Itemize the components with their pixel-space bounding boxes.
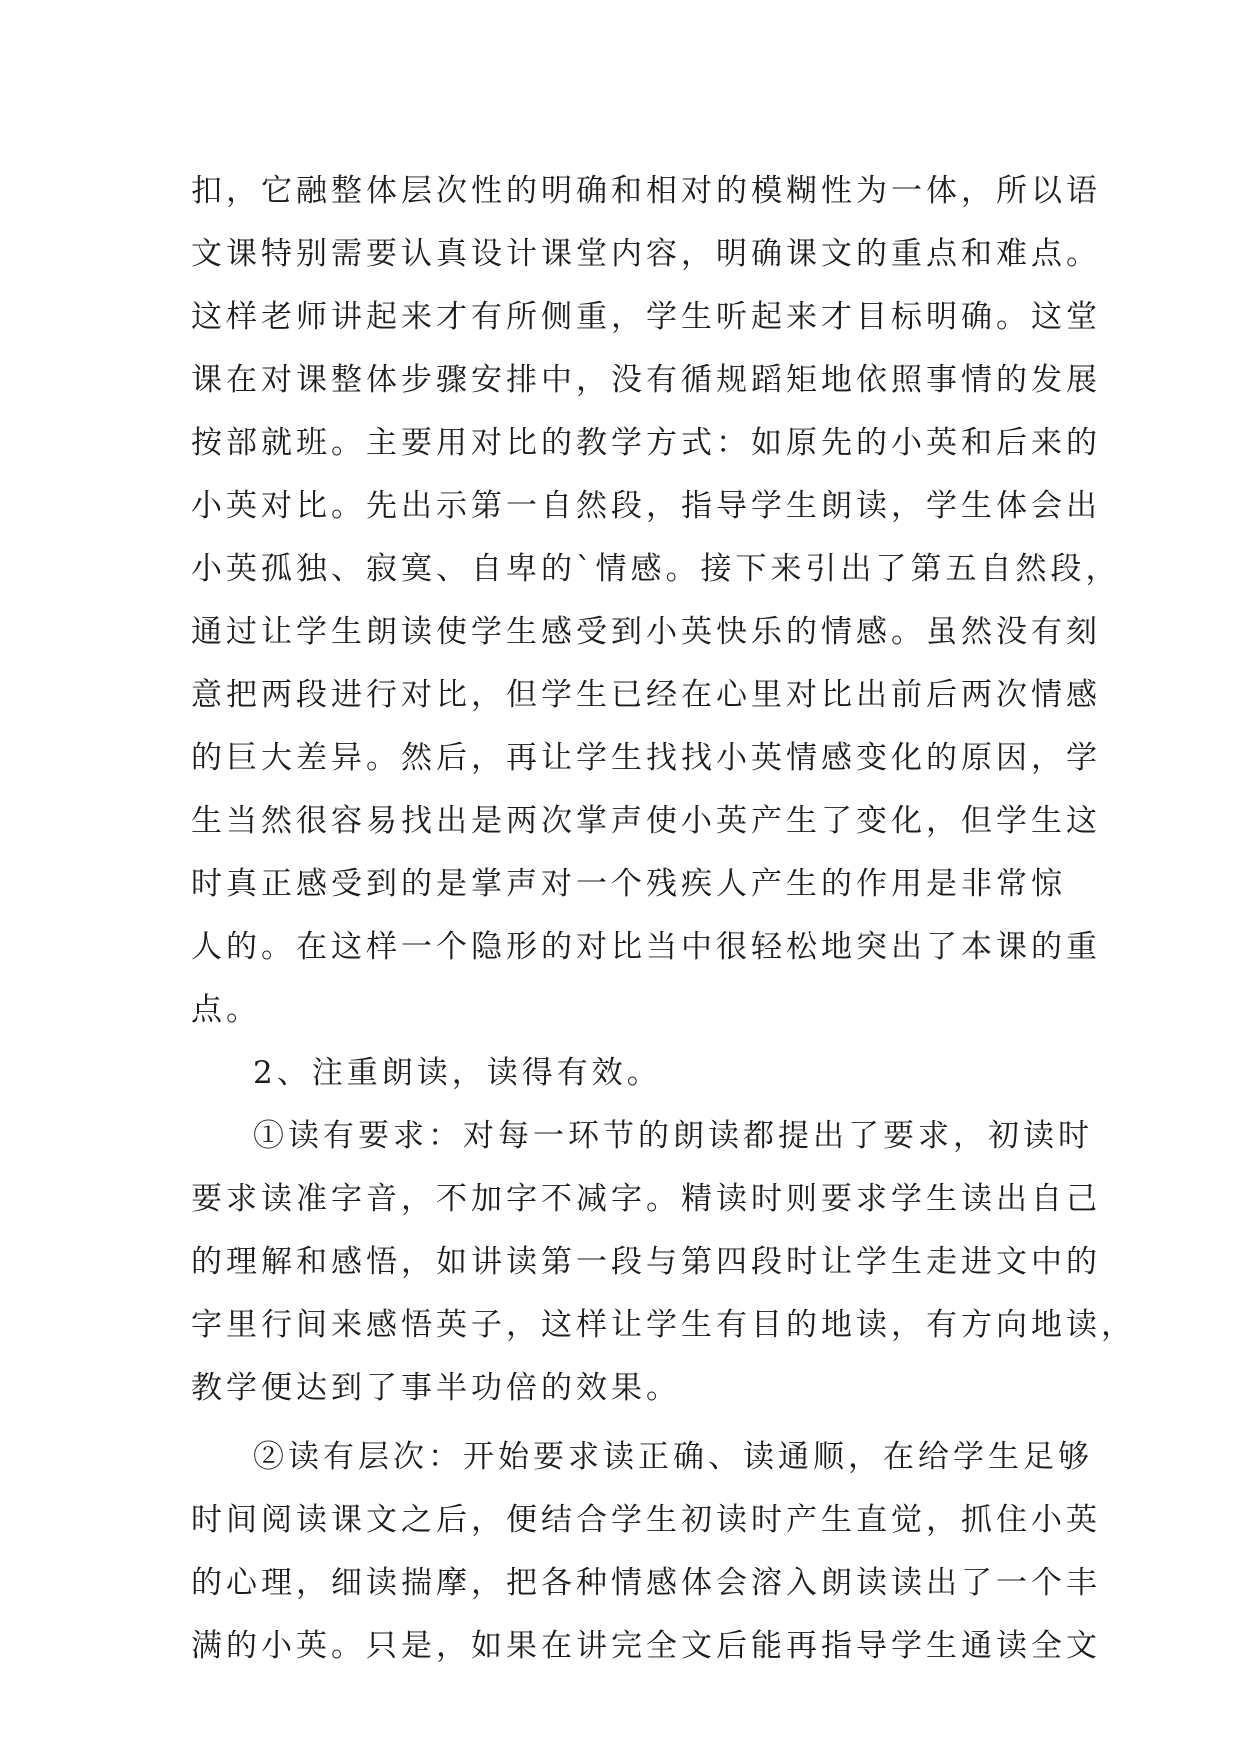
text-line: 人的。在这样一个隐形的对比当中很轻松地突出了本课的重 (191, 929, 1101, 965)
text-line: 按部就班。主要用对比的教学方式：如原先的小英和后来的 (191, 425, 1101, 461)
paragraph-4 (191, 1426, 1101, 1678)
text-line: 课在对课整体步骤安排中，没有循规蹈矩地依照事情的发展 (191, 362, 1101, 398)
text-line: 时真正感受到的是掌声对一个残疾人产生的作用是非常惊 (191, 866, 1066, 902)
text-line: 文课特别需要认真设计课堂内容，明确课文的重点和难点。 (191, 236, 1101, 272)
text-line: 时间阅读课文之后，便结合学生初读时产生直觉，抓住小英 (191, 1502, 1101, 1538)
text-line: ①读有要求：对每一环节的朗读都提出了要求，初读时 (253, 1118, 1093, 1154)
paragraph-1 (191, 160, 1121, 1042)
text-line: 生当然很容易找出是两次掌声使小英产生了变化，但学生这 (191, 803, 1101, 839)
section-heading: 2、注重朗读，读得有效。 (253, 1055, 662, 1091)
text-line: 小英对比。先出示第一自然段，指导学生朗读，学生体会出 (191, 488, 1101, 524)
text-line: 通过让学生朗读使学生感受到小英快乐的情感。虽然没有刻 (191, 614, 1101, 650)
paragraph-2-heading (191, 1042, 1071, 1105)
text-line: 扣，它融整体层次性的明确和相对的模糊性为一体，所以语 (191, 173, 1101, 209)
text-line: 满的小英。只是，如果在讲完全文后能再指导学生通读全文 (191, 1628, 1101, 1664)
text-line: 点。 (191, 992, 261, 1028)
text-line: 字里行间来感悟英子，这样让学生有目的地读，有方向地读， (191, 1307, 1136, 1343)
text-line: 意把两段进行对比，但学生已经在心里对比出前后两次情感 (191, 677, 1101, 713)
document-body (191, 160, 1136, 1678)
text-line: 教学便达到了事半功倍的效果。 (191, 1370, 681, 1406)
text-line: 的心理，细读揣摩，把各种情感体会溶入朗读读出了一个丰 (191, 1565, 1101, 1601)
text-line: 要求读准字音，不加字不减字。精读时则要求学生读出自己 (191, 1181, 1101, 1217)
text-line: 小英孤独、寂寞、自卑的`情感。接下来引出了第五自然段， (191, 551, 1121, 587)
text-line: 的巨大差异。然后，再让学生找找小英情感变化的原因，学 (191, 740, 1101, 776)
text-line: 的理解和感悟，如讲读第一段与第四段时让学生走进文中的 (191, 1244, 1101, 1280)
text-line: ②读有层次：开始要求读正确、读通顺，在给学生足够 (253, 1439, 1093, 1475)
paragraph-3 (191, 1105, 1136, 1420)
text-line: 这样老师讲起来才有所侧重，学生听起来才目标明确。这堂 (191, 299, 1101, 335)
